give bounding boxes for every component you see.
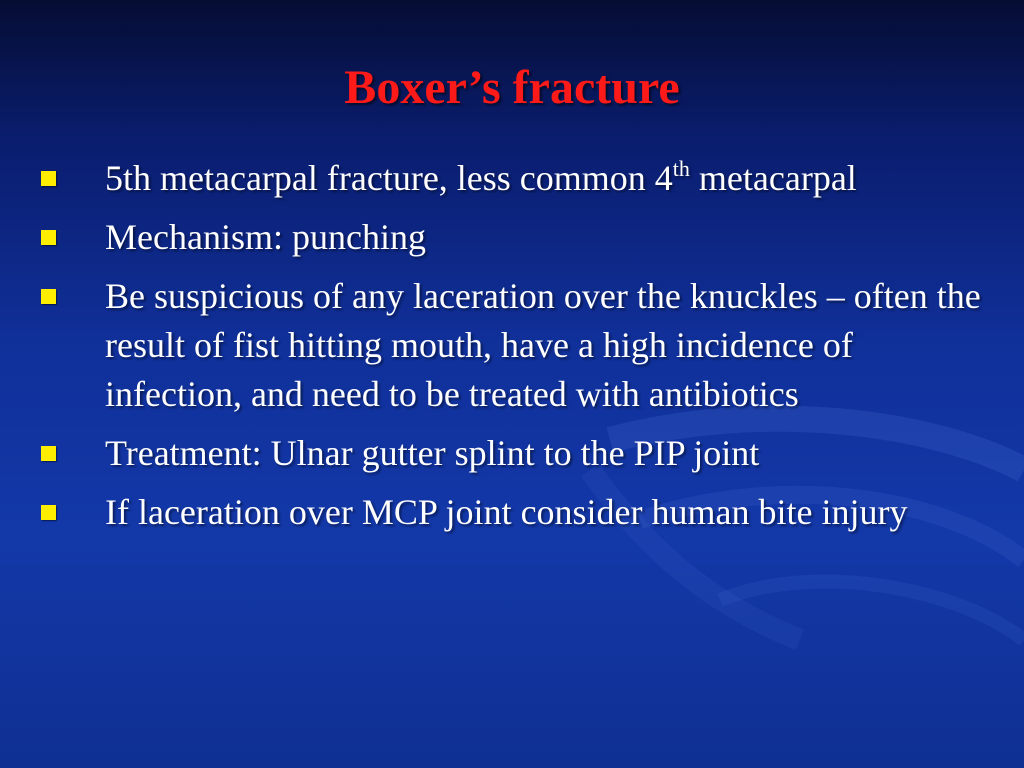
bullet-text: Be suspicious of any laceration over the knuckles – often the result of fist hitting mouth, have a high incidence of infection, and need to be treated with antibiotics [105,276,981,414]
square-bullet-icon [41,446,56,461]
bullet-item [36,488,996,537]
bullet-item [36,154,996,203]
bullet-item [36,272,996,419]
square-bullet-icon [41,505,56,520]
bullet-text: 5th metacarpal fracture, less common 4th metacarpal [105,156,857,198]
bullet-list [36,154,996,547]
bullet-text: Treatment: Ulnar gutter splint to the PIP joint [105,433,760,473]
bullet-text: Mechanism: punching [105,217,426,257]
square-bullet-icon [41,171,56,186]
bullet-text: If laceration over MCP joint consider human bite injury [105,492,908,532]
slide-title: Boxer’s fracture [344,61,680,114]
bullet-item [36,213,996,262]
ordinal-superscript: th [672,156,690,181]
square-bullet-icon [41,289,56,304]
square-bullet-icon [41,230,56,245]
bullet-item [36,429,996,478]
